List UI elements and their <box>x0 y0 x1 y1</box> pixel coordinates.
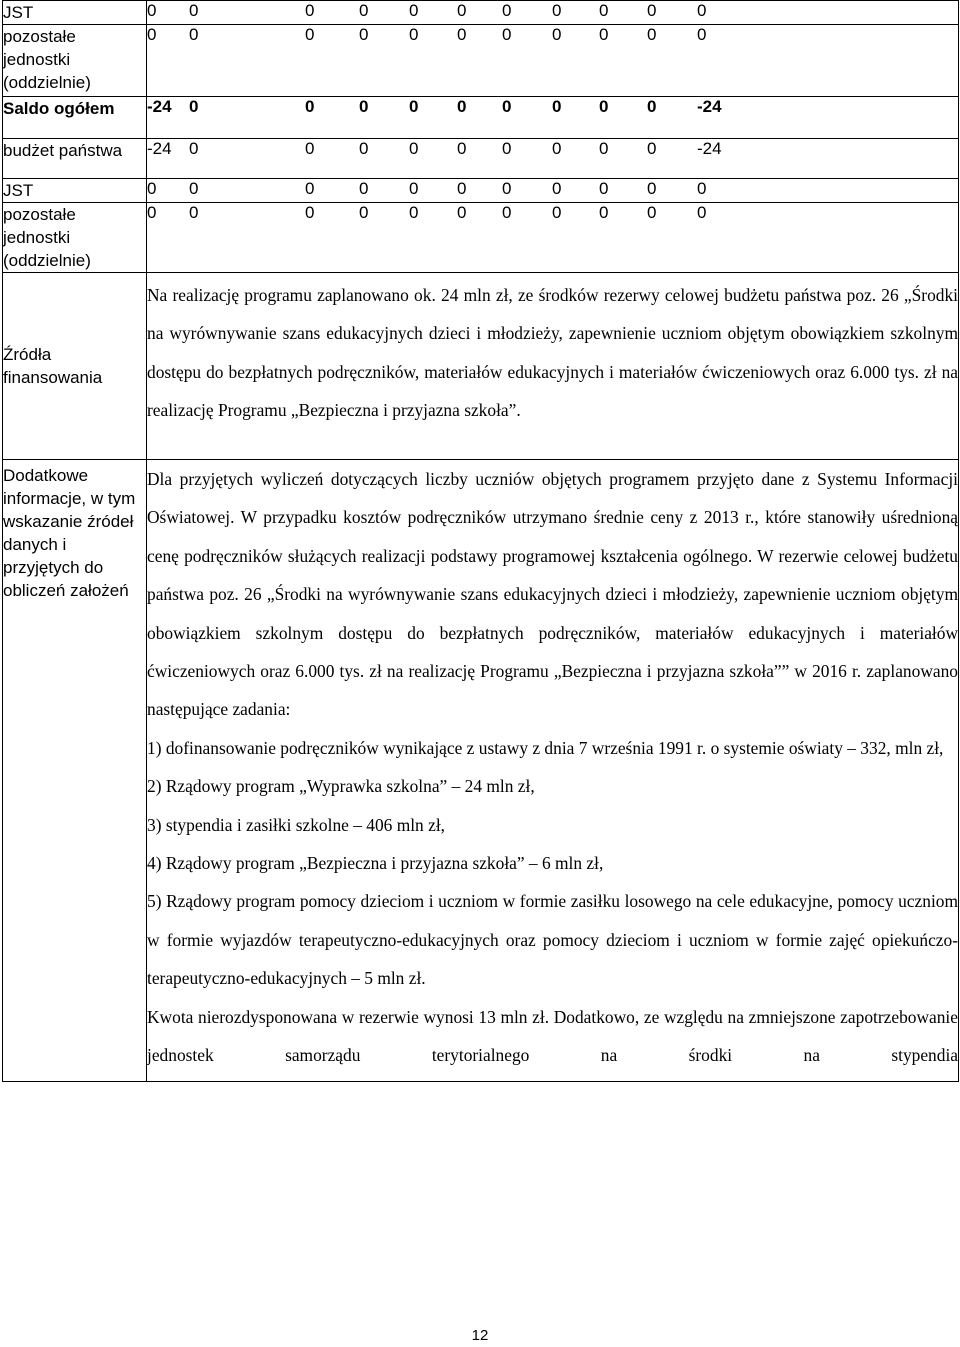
value-cell: 0 <box>647 25 657 44</box>
value-cell: 0 <box>599 97 609 116</box>
additional-label: Dodatkowe informacje, w tym wskazanie źródeł danych i przyjętych do obliczeń założeń <box>3 460 147 1082</box>
value-cell: 0 <box>697 25 707 44</box>
value-cell: 0 <box>457 97 467 116</box>
value-cell: 0 <box>359 203 369 222</box>
value-cell: 0 <box>457 179 467 198</box>
value-cell: 0 <box>409 1 419 20</box>
value-cell: 0 <box>147 203 157 222</box>
value-cell: 0 <box>697 179 707 198</box>
value-cell: 0 <box>502 139 512 158</box>
value-cell: 0 <box>502 203 512 222</box>
value-cell: 0 <box>552 25 562 44</box>
additional-paragraph-4: 4) Rządowy program „Bezpieczna i przyjazna szkoła” – 6 mln zł, <box>147 853 604 874</box>
value-cell: 0 <box>305 203 315 222</box>
value-cell: 0 <box>552 139 562 158</box>
page-number: 12 <box>471 1327 489 1344</box>
value-cell: 0 <box>552 203 562 222</box>
value-cell: 0 <box>359 139 369 158</box>
row-values <box>147 203 959 273</box>
additional-row <box>3 460 959 1082</box>
value-cell: 0 <box>305 179 315 198</box>
value-cell: -24 <box>697 139 722 158</box>
value-cell: 0 <box>502 25 512 44</box>
row-values <box>147 1 959 25</box>
value-cell: 0 <box>457 1 467 20</box>
value-cell: 0 <box>502 179 512 198</box>
value-cell: 0 <box>647 97 657 116</box>
value-cell: 0 <box>359 97 369 116</box>
value-row <box>3 203 959 273</box>
value-cell: 0 <box>147 25 157 44</box>
value-cell: 0 <box>189 139 199 158</box>
value-cell: 0 <box>409 179 419 198</box>
row-values <box>147 97 959 139</box>
value-cell: 0 <box>189 97 199 116</box>
value-row <box>3 139 959 179</box>
value-cell: 0 <box>697 203 707 222</box>
sources-paragraph: Na realizację programu zaplanowano ok. 24 mln zł, ze środków rezerwy celowej budżetu państwa poz. 26 „Środki na wyrównywanie szans edukacyjnych dzieci i młodzieży, zapewnienie uczniom objętym obowiązkiem szkolnym dostępu do bezpłatnych podręczników, materiałów edukacyjnych i materiałów ćwiczeniowych oraz 6.000 tys. zł na realizację Programu „Bezpieczna i przyjazna szkoła”. <box>147 285 958 421</box>
value-cell: 0 <box>697 1 707 20</box>
sources-label: Źródła finansowania <box>3 273 147 460</box>
row-values <box>147 139 959 179</box>
row-values <box>147 25 959 97</box>
value-cell: 0 <box>457 139 467 158</box>
value-cell: 0 <box>552 1 562 20</box>
value-cell: 0 <box>305 1 315 20</box>
value-cell: 0 <box>409 25 419 44</box>
value-cell: 0 <box>457 203 467 222</box>
value-cell: 0 <box>647 179 657 198</box>
additional-paragraph-6: Kwota nierozdysponowana w rezerwie wynosi 13 mln zł. Dodatkowo, ze względu na zmniejszone zapotrzebowanie jednostek samorządu terytorialnego na środki na stypendia <box>147 1006 958 1066</box>
value-cell: 0 <box>189 179 199 198</box>
value-row <box>3 25 959 97</box>
value-cell: 0 <box>552 97 562 116</box>
row-label: JST <box>3 1 147 25</box>
financing-table <box>2 0 959 1082</box>
value-cell: 0 <box>647 203 657 222</box>
sources-text <box>147 273 959 460</box>
value-cell: 0 <box>502 1 512 20</box>
value-cell: 0 <box>147 1 157 20</box>
value-cell: 0 <box>502 97 512 116</box>
value-cell: 0 <box>599 139 609 158</box>
value-cell: -24 <box>697 97 722 116</box>
additional-paragraph-3: 3) stypendia i zasiłki szkolne – 406 mln zł, <box>147 814 446 835</box>
value-cell: 0 <box>359 1 369 20</box>
value-cell: 0 <box>457 25 467 44</box>
value-cell: 0 <box>599 1 609 20</box>
additional-paragraph-2: 2) Rządowy program „Wyprawka szkolna” – 24 mln zł, <box>147 776 535 797</box>
value-cell: 0 <box>599 203 609 222</box>
value-cell: 0 <box>189 1 199 20</box>
row-label: Saldo ogółem <box>3 97 147 139</box>
additional-paragraph-0: Dla przyjętych wyliczeń dotyczących liczby uczniów objętych programem przyjęto dane z Systemu Informacji Oświatowej. W przypadku kosztów podręczników utrzymano średnie ceny z 2013 r., które stanowiły uśrednioną cenę podręczników służących realizacji podstawy programowej kształcenia ogólnego. W rezerwie celowej budżetu państwa poz. 26 „Środki na wyrównywanie szans edukacyjnych dzieci i młodzieży, zapewnienie uczniom objętym obowiązkiem szkolnym dostępu do bezpłatnych podręczników, materiałów edukacyjnych i materiałów ćwiczeniowych oraz 6.000 tys. zł na realizację Programu „Bezpieczna i przyjazna szkoła”” w 2016 r. zaplanowano następujące zadania: <box>147 469 958 720</box>
value-cell: 0 <box>647 1 657 20</box>
value-cell: 0 <box>409 203 419 222</box>
value-cell: 0 <box>305 97 315 116</box>
value-cell: -24 <box>147 139 172 158</box>
value-cell: 0 <box>305 25 315 44</box>
value-cell: 0 <box>552 179 562 198</box>
sources-row <box>3 273 959 460</box>
value-cell: 0 <box>599 179 609 198</box>
value-cell: 0 <box>305 139 315 158</box>
row-label: pozostałe jednostki (oddzielnie) <box>3 25 147 97</box>
row-label: budżet państwa <box>3 139 147 179</box>
value-row <box>3 1 959 25</box>
row-values <box>147 179 959 203</box>
additional-paragraph-1: 1) dofinansowanie podręczników wynikające z ustawy z dnia 7 września 1991 r. o systemie oświaty – 332, mln zł, <box>147 737 944 758</box>
value-cell: 0 <box>599 25 609 44</box>
value-cell: 0 <box>409 97 419 116</box>
row-label: pozostałe jednostki (oddzielnie) <box>3 203 147 273</box>
value-row <box>3 179 959 203</box>
value-cell: 0 <box>647 139 657 158</box>
additional-text <box>147 460 959 1082</box>
value-cell: 0 <box>359 25 369 44</box>
value-cell: 0 <box>147 179 157 198</box>
value-row <box>3 97 959 139</box>
value-cell: 0 <box>189 25 199 44</box>
row-label: JST <box>3 179 147 203</box>
value-cell: 0 <box>189 203 199 222</box>
additional-paragraph-5: 5) Rządowy program pomocy dzieciom i uczniom w formie zasiłku losowego na cele edukacyjne, pomocy uczniom w formie wyjazdów terapeutyczno-edukacyjnych oraz pomocy dzieciom i uczniom w formie zajęć opiekuńczo-terapeutyczno-edukacyjnych – 5 mln zł. <box>147 891 958 989</box>
value-cell: 0 <box>359 179 369 198</box>
value-cell: 0 <box>409 139 419 158</box>
value-cell: -24 <box>147 97 172 116</box>
